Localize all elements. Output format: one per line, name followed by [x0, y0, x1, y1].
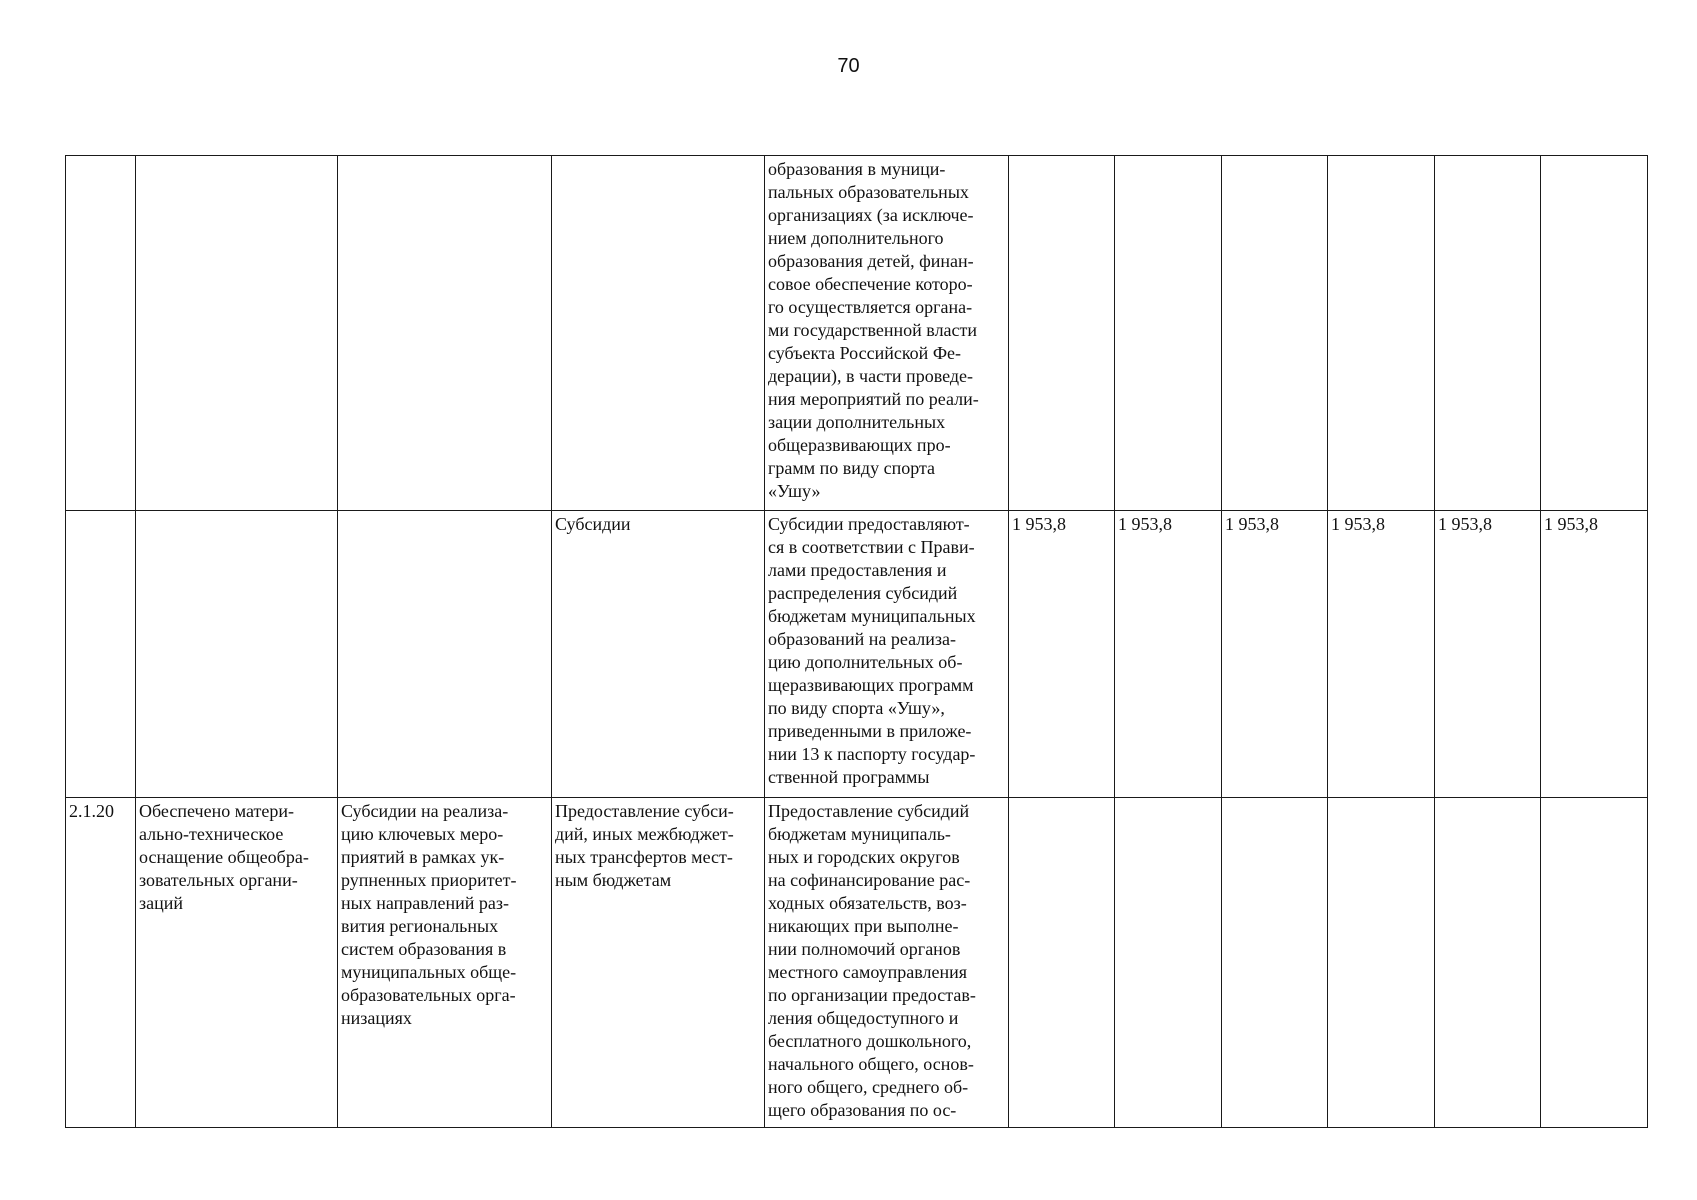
row-value-cell: 1 953,8: [1328, 511, 1435, 798]
row-value-cell: 1 953,8: [1435, 511, 1541, 798]
row-value-cell: [1115, 156, 1222, 511]
row-mechanism-cell: Предоставление субси- дий, иных межбюджет- ных трансфертов мест- ным бюджетам: [552, 798, 765, 1128]
row-mechanism-cell: [552, 156, 765, 511]
row-description-cell: образования в муници- пальных образовательных организациях (за исключе- нием дополнительного образования детей, финан- совое обеспечение которо- го осуществляется органа- ми государственной власти субъекта Российской Фе- дерации), в части проведе- ния мероприятий по реали- зации дополнительных общеразвивающих про- грамм по виду спорта «Ушу»: [765, 156, 1009, 511]
table-row: [66, 511, 1648, 798]
row-code-cell: [66, 156, 136, 511]
table-row: [66, 156, 1648, 511]
page-number: 70: [837, 55, 860, 77]
row-event-cell: [338, 156, 552, 511]
row-result-cell: [136, 511, 338, 798]
row-value-cell: [1222, 798, 1328, 1128]
row-result-cell: Обеспечено матери- ально-техническое оснащение общеобра- зовательных органи- заций: [136, 798, 338, 1128]
row-event-cell: [338, 511, 552, 798]
row-value-cell: [1328, 156, 1435, 511]
program-table: [65, 155, 1648, 1128]
row-value-cell: [1435, 798, 1541, 1128]
row-value-cell: [1435, 156, 1541, 511]
row-value-cell: [1009, 156, 1115, 511]
row-description-cell: Субсидии предоставляют- ся в соответствии с Прави- лами предоставления и распределения субсидий бюджетам муниципальных образований на реализа- цию дополнительных об- щеразвивающих программ по виду спорта «Ушу», приведенными в приложе- нии 13 к паспорту государ- ственной программы: [765, 511, 1009, 798]
row-value-cell: 1 953,8: [1009, 511, 1115, 798]
row-value-cell: [1541, 798, 1648, 1128]
row-value-cell: [1009, 798, 1115, 1128]
row-value-cell: 1 953,8: [1115, 511, 1222, 798]
row-value-cell: [1328, 798, 1435, 1128]
row-value-cell: [1541, 156, 1648, 511]
row-description-cell: Предоставление субсидий бюджетам муниципаль- ных и городских округов на софинансирование рас- ходных обязательств, воз- никающих при выполне- нии полномочий органов местного самоуправления по организации предостав- ления общедоступного и бесплатного дошкольного, начального общего, основ- ного общего, среднего об- щего образования по ос-: [765, 798, 1009, 1128]
row-code-cell: 2.1.20: [66, 798, 136, 1128]
row-value-cell: 1 953,8: [1222, 511, 1328, 798]
row-value-cell: 1 953,8: [1541, 511, 1648, 798]
table-row: [66, 798, 1648, 1128]
row-code-cell: [66, 511, 136, 798]
row-value-cell: [1222, 156, 1328, 511]
row-mechanism-cell: Субсидии: [552, 511, 765, 798]
row-event-cell: Субсидии на реализа- цию ключевых меро- приятий в рамках ук- рупненных приоритет- ных направлений раз- вития региональных систем образования в муниципальных обще- образовательных орга- низациях: [338, 798, 552, 1128]
row-value-cell: [1115, 798, 1222, 1128]
row-result-cell: [136, 156, 338, 511]
